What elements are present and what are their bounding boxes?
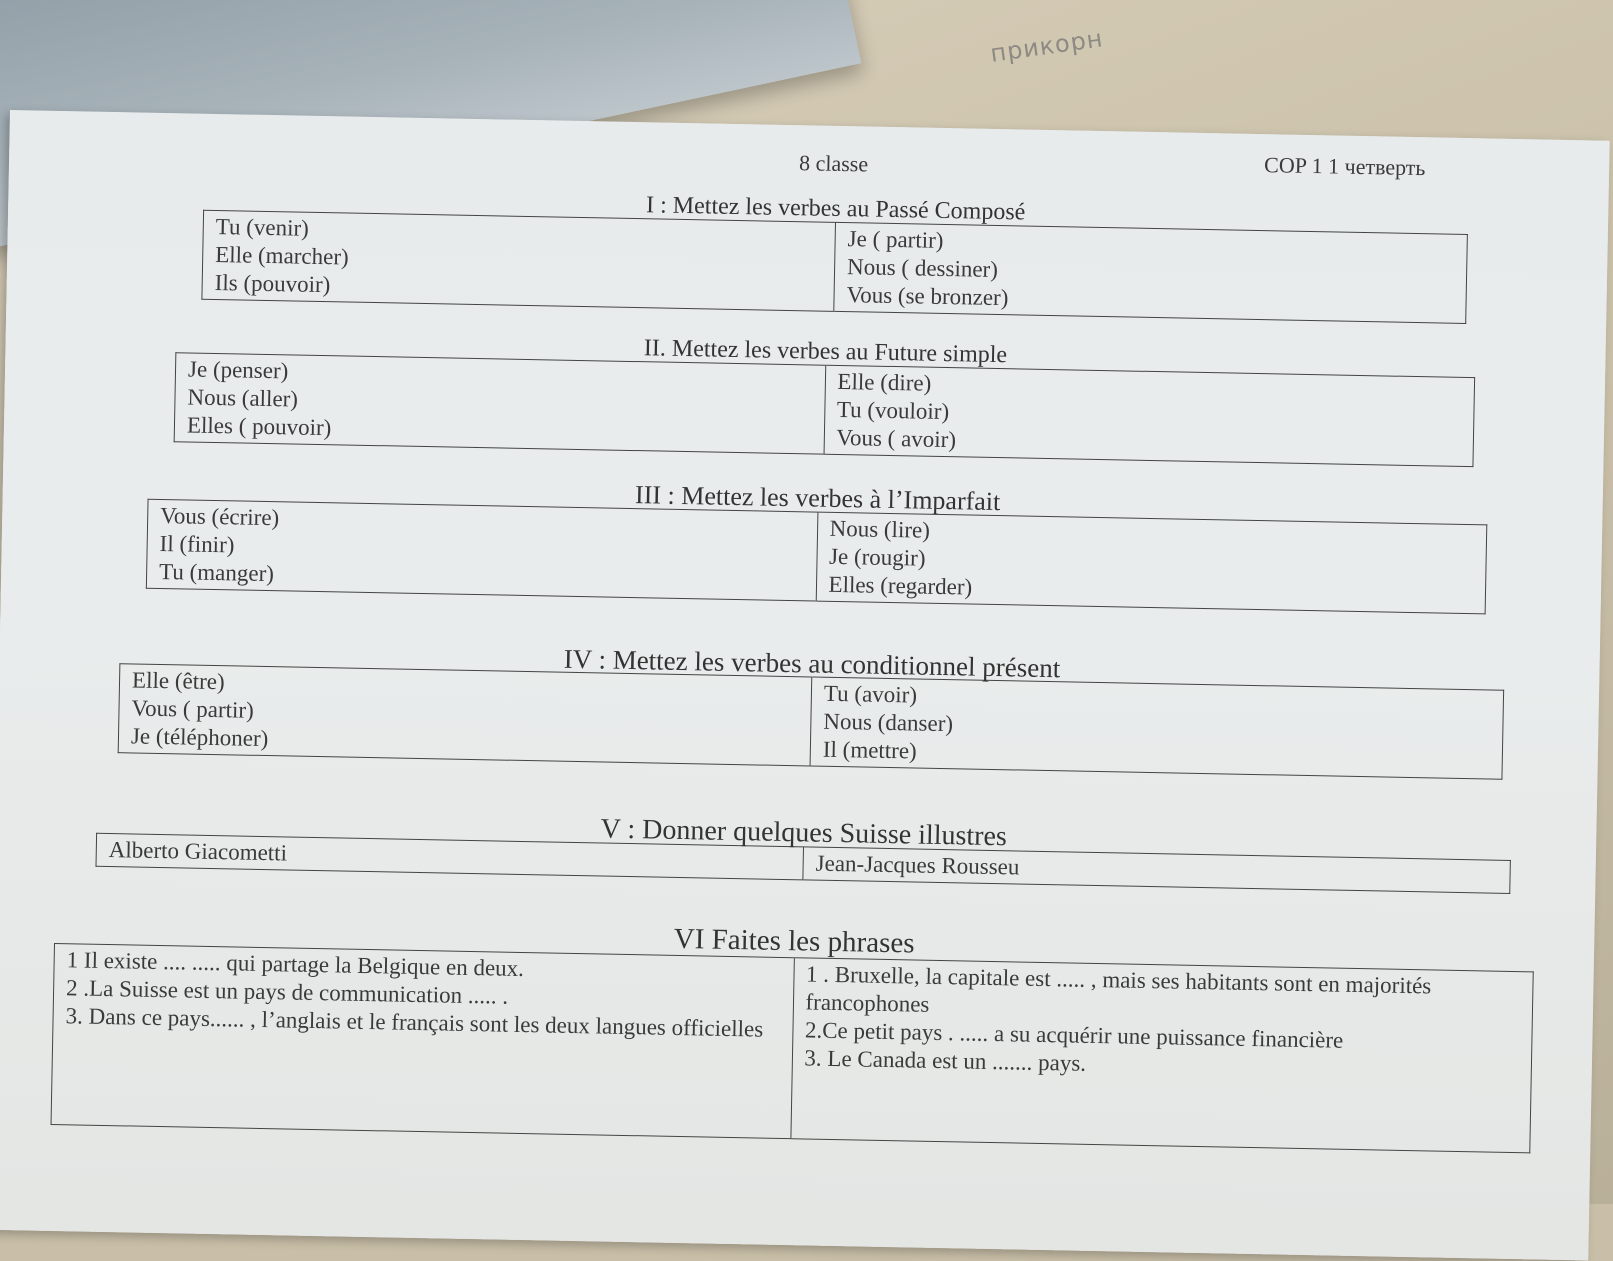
verb-item: Il (mettre) <box>822 736 917 764</box>
pencil-scribble: прикорн <box>988 24 1106 68</box>
verb-item: Nous ( dessiner) <box>846 254 999 282</box>
verb-item: Tu (manger) <box>158 558 275 587</box>
section-title: IV : Mettez les verbes au conditionnel présent <box>563 643 1061 684</box>
quarter-label: COP 1 1 четверть <box>1263 152 1426 181</box>
verb-item: Nous (aller) <box>187 384 299 412</box>
exercise-table <box>51 943 1534 1153</box>
verb-item: Nous (lire) <box>829 515 931 543</box>
person-name: Jean-Jacques Rousseu <box>815 850 1020 880</box>
left-column <box>174 353 825 454</box>
person-name: Alberto Giacometti <box>108 837 288 866</box>
verb-item: Tu (venir) <box>215 213 310 241</box>
exercise-section-3 <box>146 473 1488 615</box>
right-column <box>816 512 1487 614</box>
verb-item: Vous ( avoir) <box>836 424 957 453</box>
section-title: I : Mettez les verbes au Passé Composé <box>645 192 1026 226</box>
exercise-section-1 <box>201 184 1468 324</box>
verb-item: Tu (avoir) <box>823 680 918 708</box>
verb-item: Elle (dire) <box>837 368 932 396</box>
verb-item: Je (penser) <box>187 356 289 384</box>
verb-item: Il (finir) <box>159 530 235 558</box>
section-title: II. Mettez les verbes au Future simple <box>643 335 1008 369</box>
verb-item: Je ( partir) <box>847 226 944 253</box>
verb-item: Elles (regarder) <box>828 571 973 600</box>
right-column <box>824 365 1475 466</box>
section-title: VI Faites les phrases <box>673 922 915 960</box>
worksheet-paper <box>0 110 1610 1261</box>
left-column <box>51 944 794 1139</box>
sentence-item: 2 .La Suisse est un pays de communication ..... . <box>65 975 509 1009</box>
section-title: III : Mettez les verbes à l’Imparfait <box>634 480 1001 517</box>
sentence-item: 3. Le Canada est un ....... pays. <box>804 1045 1087 1076</box>
sentence-item: 1 Il existe .... ..... qui partage la Belgique en deux. <box>66 947 525 982</box>
section-title: V : Donner quelques Suisse illustres <box>600 813 1008 853</box>
right-column <box>834 222 1468 323</box>
exercise-section-6 <box>51 911 1535 1153</box>
verb-item: Vous (se bronzer) <box>846 282 1009 311</box>
left-column <box>202 210 836 311</box>
right-column <box>810 677 1504 779</box>
verb-item: Elle (marcher) <box>215 241 349 270</box>
sentence-item: 2.Ce petit pays . ..... a su acquérir une puissance financière <box>804 1017 1344 1053</box>
sentence-item: 1 . Bruxelle, la capitale est ..... , mais ses habitants sont en majorités francophones <box>805 961 1432 1017</box>
right-column <box>790 958 1533 1153</box>
verb-item: Elle (être) <box>131 667 225 695</box>
sentence-item: 3. Dans ce pays...... , l’anglais et le français sont les deux langues officielles <box>65 1003 764 1042</box>
exercise-section-4 <box>118 637 1505 780</box>
verb-item: Je (téléphoner) <box>130 723 269 752</box>
verb-item: Tu (vouloir) <box>836 396 950 425</box>
verb-item: Je (rougir) <box>828 543 926 571</box>
verb-item: Vous ( partir) <box>131 695 254 723</box>
verb-item: Ils (pouvoir) <box>214 269 331 298</box>
verb-item: Nous (danser) <box>823 708 954 737</box>
exercise-section-2 <box>174 326 1476 467</box>
verb-item: Vous (écrire) <box>160 502 280 531</box>
left-column <box>118 664 812 766</box>
class-label: 8 classe <box>798 150 869 177</box>
left-column <box>146 499 817 601</box>
verb-item: Elles ( pouvoir) <box>186 412 332 441</box>
exercise-section-5 <box>95 807 1511 894</box>
